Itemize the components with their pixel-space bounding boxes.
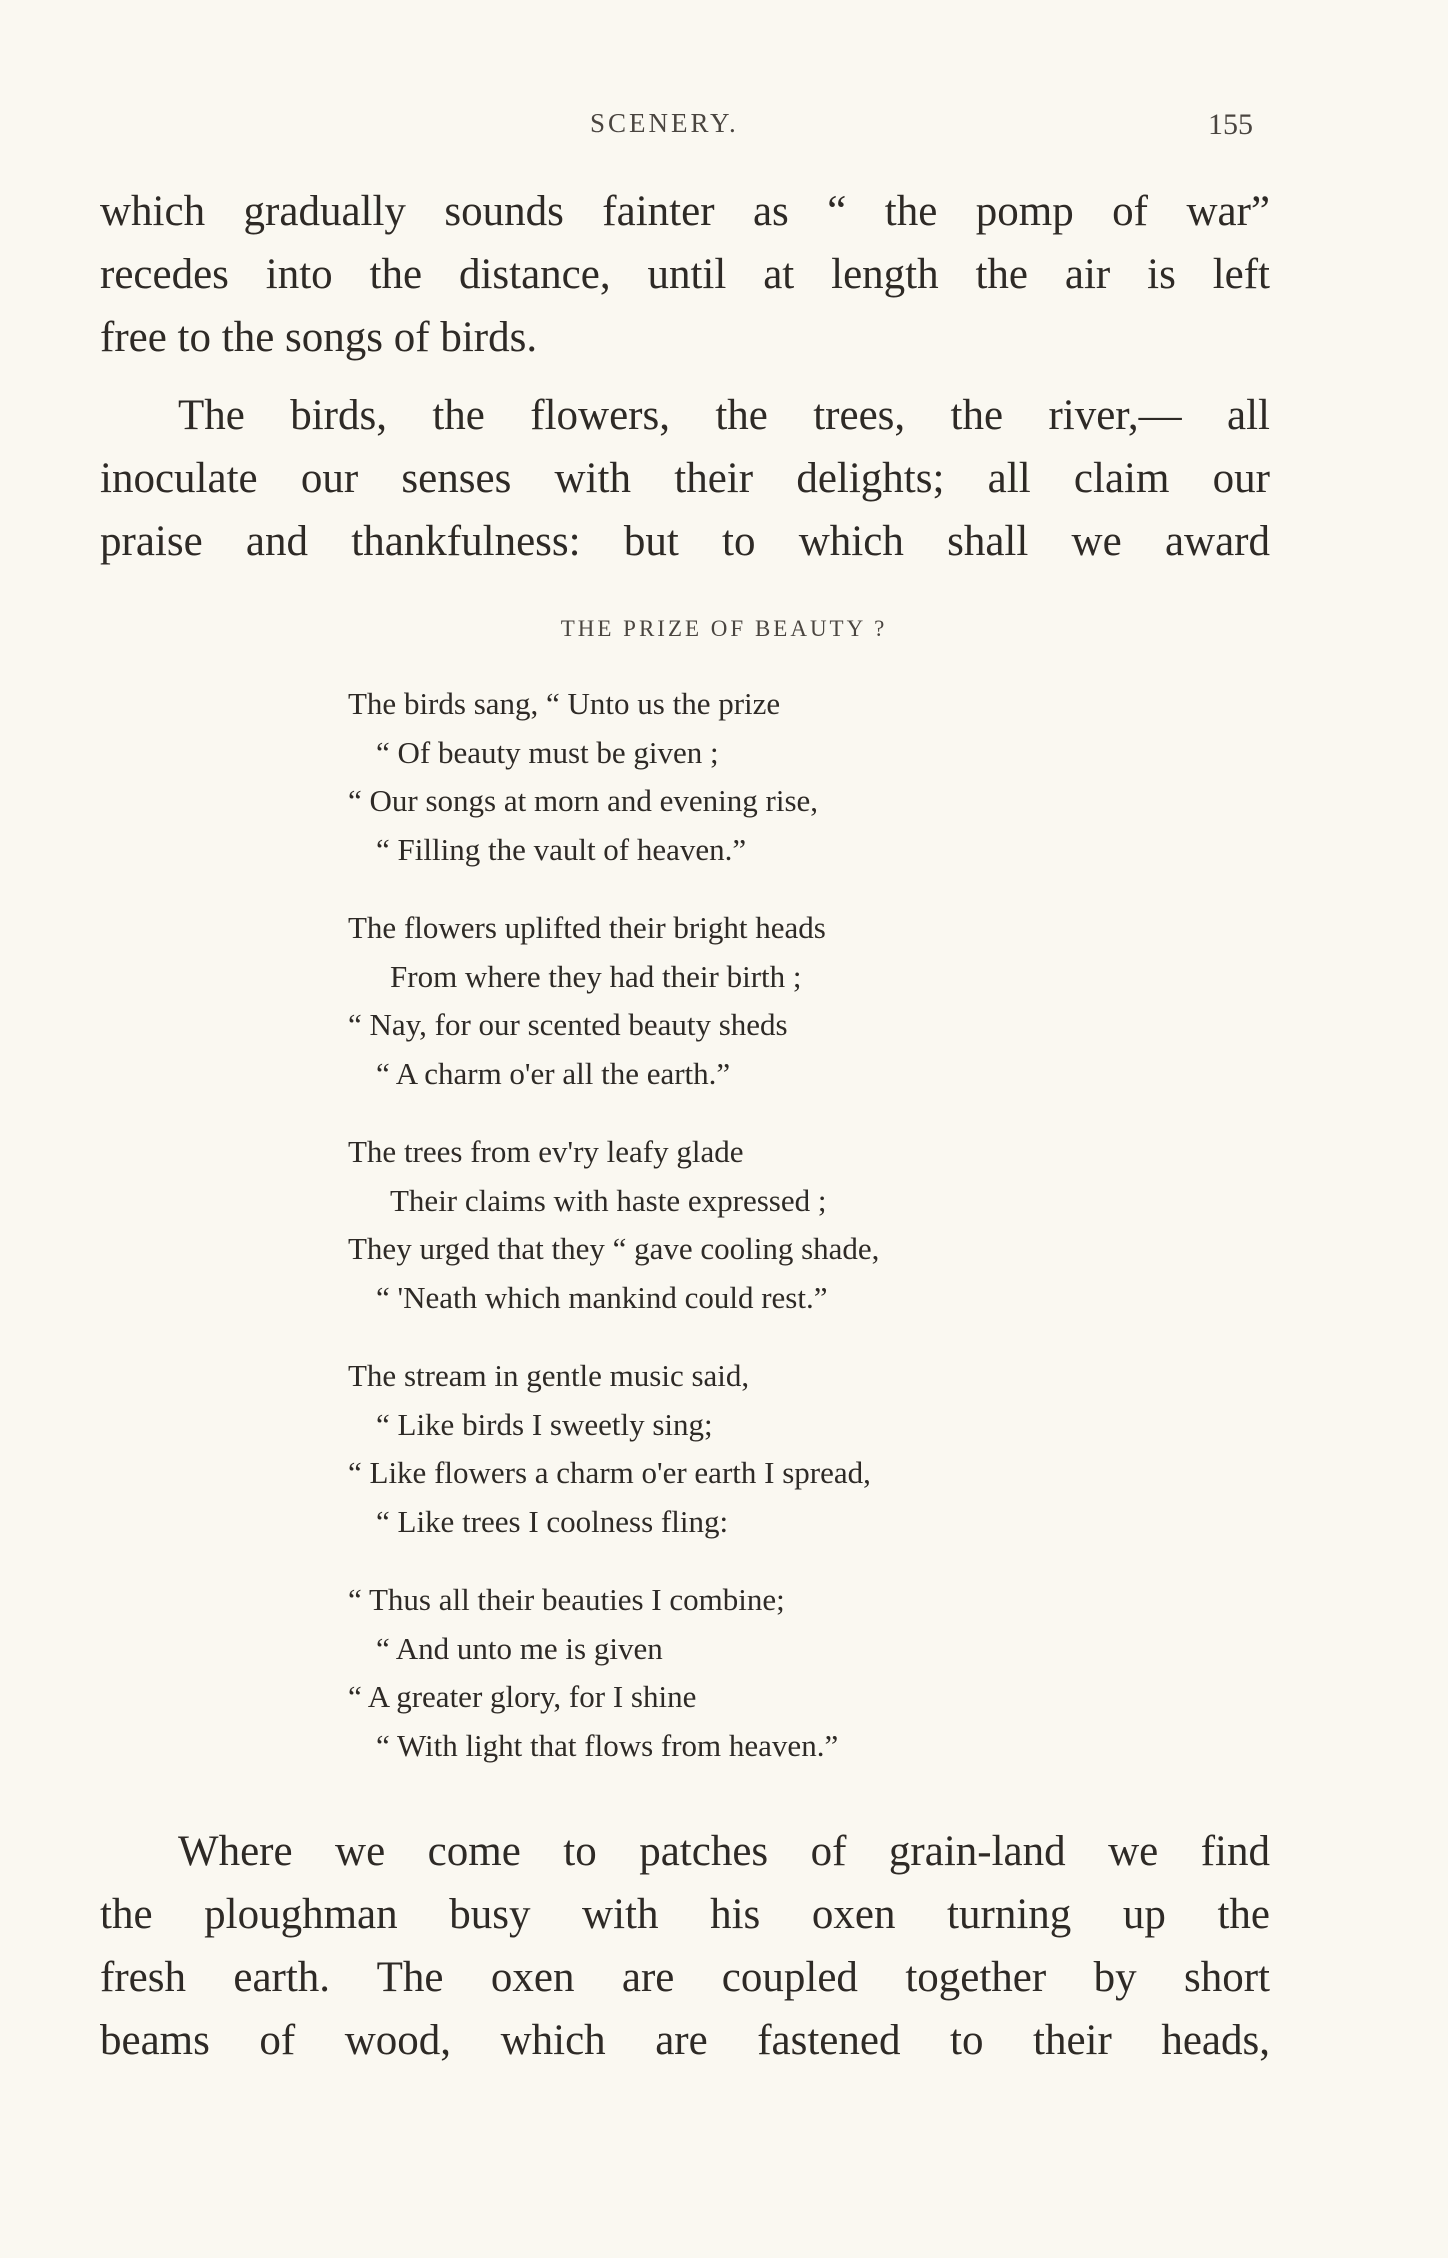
poem-stanza: [348, 904, 1088, 1098]
poem-line: “ Like birds I sweetly sing;: [376, 1406, 713, 1442]
running-title: SCENERY.: [590, 108, 739, 138]
text-line: free to the songs of birds.: [100, 314, 538, 361]
poem-stanza: [348, 1576, 1088, 1770]
paragraph-continuation: [100, 180, 1270, 369]
poem-line: “ Our songs at morn and evening rise,: [348, 783, 819, 818]
poem-line: “ A greater glory, for I shine: [348, 1679, 697, 1714]
poem-line: They urged that they “ gave cooling shade,: [348, 1231, 880, 1266]
poem-line: The stream in gentle music said,: [348, 1358, 750, 1393]
running-head: [0, 108, 1448, 148]
poem-line: “ Filling the vault of heaven.”: [376, 831, 747, 867]
poem-line: Their claims with haste expressed ;: [390, 1182, 827, 1218]
paragraph-birds-flowers: [100, 384, 1270, 573]
text-line: Where we come to patches of grain-land we find: [178, 1828, 1270, 1875]
poem-line: The trees from ev'ry leafy glade: [348, 1134, 744, 1169]
poem: [348, 680, 1088, 1800]
text-line: The birds, the flowers, the trees, the river,— all: [178, 392, 1270, 439]
poem-line: “ 'Neath which mankind could rest.”: [376, 1279, 828, 1315]
text-line: beams of wood, which are fastened to their heads,: [100, 2017, 1270, 2064]
text-line: inoculate our senses with their delights; all claim our: [100, 455, 1270, 502]
poem-line: The flowers uplifted their bright heads: [348, 910, 826, 945]
text-line: the ploughman busy with his oxen turning up the: [100, 1891, 1270, 1938]
text-line: recedes into the distance, until at length the air is left: [100, 251, 1270, 298]
poem-line: “ Thus all their beauties I combine;: [348, 1582, 785, 1617]
poem-line: The birds sang, “ Unto us the prize: [348, 686, 781, 721]
text-line: fresh earth. The oxen are coupled together by short: [100, 1954, 1270, 2001]
poem-stanza: [348, 680, 1088, 874]
paragraph-ploughman: [100, 1820, 1270, 2072]
poem-line: From where they had their birth ;: [390, 958, 802, 994]
poem-line: “ And unto me is given: [376, 1630, 663, 1666]
page-number: 155: [1208, 108, 1253, 141]
text-line: praise and thankfulness: but to which shall we award: [100, 518, 1270, 565]
poem-line: “ Like flowers a charm o'er earth I spread,: [348, 1455, 871, 1490]
poem-stanza: [348, 1128, 1088, 1322]
text-line: which gradually sounds fainter as “ the pomp of war”: [100, 188, 1270, 235]
poem-line: “ Nay, for our scented beauty sheds: [348, 1007, 788, 1042]
poem-line: “ With light that flows from heaven.”: [376, 1727, 839, 1763]
poem-title: THE PRIZE OF BEAUTY ?: [560, 616, 888, 641]
poem-line: “ Of beauty must be given ;: [376, 734, 719, 770]
poem-line: “ A charm o'er all the earth.”: [376, 1055, 731, 1091]
poem-line: “ Like trees I coolness fling:: [376, 1503, 729, 1539]
poem-stanza: [348, 1352, 1088, 1546]
